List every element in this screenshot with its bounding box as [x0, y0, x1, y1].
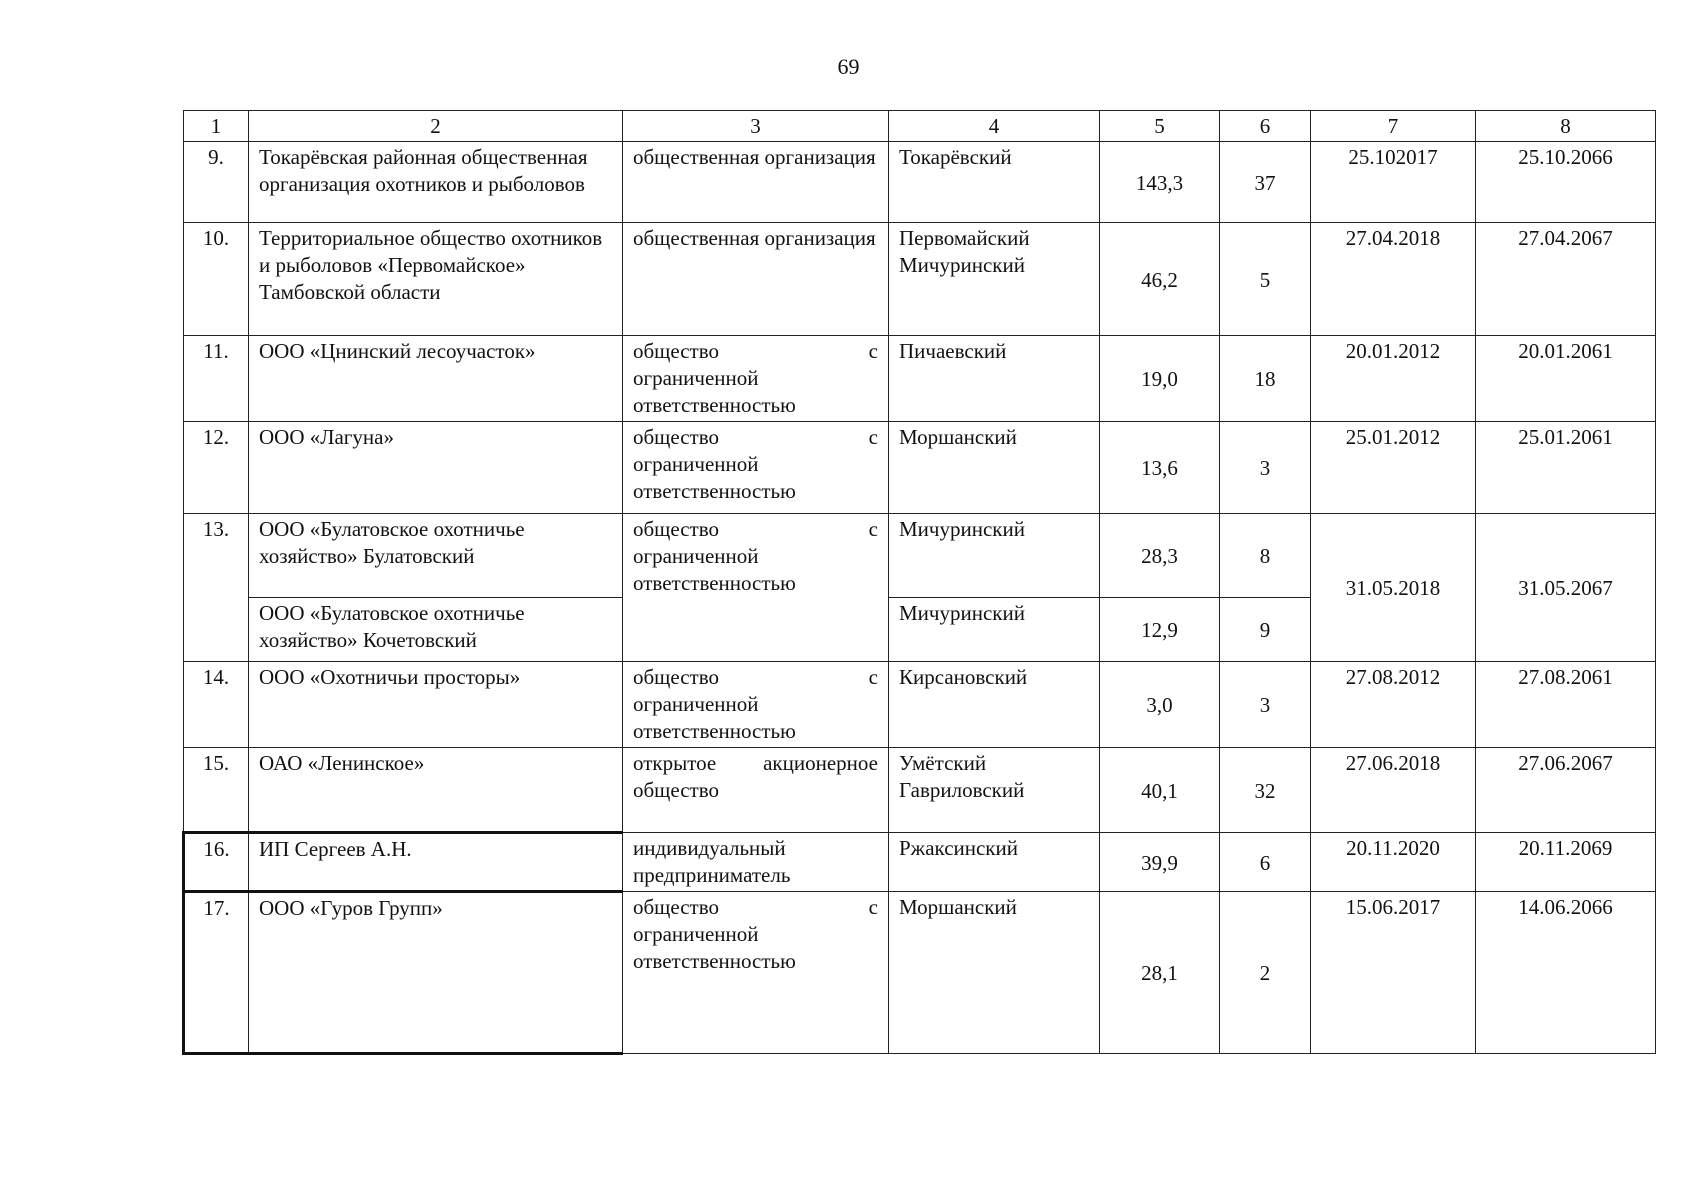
- end-date: 27.08.2061: [1476, 662, 1656, 748]
- header-cell-7: 7: [1311, 111, 1476, 142]
- area-value: 19,0: [1100, 336, 1220, 422]
- form-preposition: с: [868, 425, 878, 449]
- count-value: 5: [1220, 223, 1311, 336]
- org-form: общественная организация: [623, 142, 889, 223]
- start-date: 25.01.2012: [1311, 422, 1476, 514]
- district: Кирсановский: [889, 662, 1100, 748]
- table-row: [184, 336, 1656, 422]
- registry-table: [182, 110, 1656, 1055]
- org-form: [623, 336, 889, 422]
- count-value: 3: [1220, 662, 1311, 748]
- org-name: ООО «Цнинский лесоучасток»: [249, 336, 623, 422]
- row-number: 14.: [184, 662, 249, 748]
- row-number: 17.: [184, 892, 249, 1054]
- end-date: 31.05.2067: [1476, 514, 1656, 662]
- row-number: 16.: [184, 833, 249, 892]
- area-value: 28,3: [1100, 514, 1220, 598]
- district: Мичуринский: [889, 514, 1100, 598]
- org-form: открытое акционерное общество: [623, 748, 889, 833]
- org-form: индивидуальный предприниматель: [623, 833, 889, 892]
- start-date: 31.05.2018: [1311, 514, 1476, 662]
- count-value: 18: [1220, 336, 1311, 422]
- district: Мичуринский: [889, 598, 1100, 662]
- header-row: [184, 111, 1656, 142]
- form-preposition: с: [868, 517, 878, 541]
- table-row: [184, 514, 1656, 598]
- area-value: 13,6: [1100, 422, 1220, 514]
- end-date: 25.10.2066: [1476, 142, 1656, 223]
- row-number: 9.: [184, 142, 249, 223]
- org-name: ООО «Лагуна»: [249, 422, 623, 514]
- org-name: ООО «Гуров Групп»: [249, 892, 623, 1054]
- count-value: 32: [1220, 748, 1311, 833]
- table-row: [184, 892, 1656, 1054]
- start-date: 25.102017: [1311, 142, 1476, 223]
- table-row: [184, 833, 1656, 892]
- form-rest: ограниченной ответственностью: [633, 452, 796, 503]
- start-date: 20.11.2020: [1311, 833, 1476, 892]
- form-word: общество: [633, 895, 719, 919]
- org-form: [623, 892, 889, 1054]
- form-preposition: с: [868, 339, 878, 363]
- count-value: 3: [1220, 422, 1311, 514]
- count-value: 37: [1220, 142, 1311, 223]
- form-preposition: с: [868, 895, 878, 919]
- form-rest: ограниченной ответственностью: [633, 922, 796, 973]
- end-date: 20.01.2061: [1476, 336, 1656, 422]
- org-name: ООО «Булатовское охотничье хозяйство» Булатовский: [249, 514, 623, 598]
- district: Первомайский Мичуринский: [889, 223, 1100, 336]
- org-name: Токарёвская районная общественная организация охотников и рыболовов: [249, 142, 623, 223]
- count-value: 2: [1220, 892, 1311, 1054]
- table-row: [184, 142, 1656, 223]
- table-row: [184, 223, 1656, 336]
- area-value: 40,1: [1100, 748, 1220, 833]
- district: Ржаксинский: [889, 833, 1100, 892]
- area-value: 28,1: [1100, 892, 1220, 1054]
- end-date: 25.01.2061: [1476, 422, 1656, 514]
- form-rest: ограниченной ответственностью: [633, 366, 796, 417]
- row-number: 11.: [184, 336, 249, 422]
- org-name: Территориальное общество охотников и рыболовов «Первомайское» Тамбовской области: [249, 223, 623, 336]
- area-value: 3,0: [1100, 662, 1220, 748]
- district: Моршанский: [889, 892, 1100, 1054]
- area-value: 143,3: [1100, 142, 1220, 223]
- district: Пичаевский: [889, 336, 1100, 422]
- district: Моршанский: [889, 422, 1100, 514]
- page-number: 69: [837, 54, 860, 79]
- start-date: 20.01.2012: [1311, 336, 1476, 422]
- header-cell-2: 2: [249, 111, 623, 142]
- org-form: [623, 514, 889, 662]
- table-row: [184, 748, 1656, 833]
- district: Токарёвский: [889, 142, 1100, 223]
- header-cell-1: 1: [184, 111, 249, 142]
- org-name: ООО «Охотничьи просторы»: [249, 662, 623, 748]
- header-cell-5: 5: [1100, 111, 1220, 142]
- org-form: [623, 662, 889, 748]
- org-name: ООО «Булатовское охотничье хозяйство» Кочетовский: [249, 598, 623, 662]
- form-word: общество: [633, 517, 719, 541]
- org-name: ИП Сергеев А.Н.: [249, 833, 623, 892]
- count-value: 8: [1220, 514, 1311, 598]
- form-rest: ограниченной ответственностью: [633, 544, 796, 595]
- table-row: [184, 662, 1656, 748]
- row-number: 13.: [184, 514, 249, 662]
- area-value: 39,9: [1100, 833, 1220, 892]
- district: Умётский Гавриловский: [889, 748, 1100, 833]
- end-date: 27.06.2067: [1476, 748, 1656, 833]
- header-cell-3: 3: [623, 111, 889, 142]
- start-date: 15.06.2017: [1311, 892, 1476, 1054]
- header-cell-6: 6: [1220, 111, 1311, 142]
- form-word: общество: [633, 425, 719, 449]
- area-value: 46,2: [1100, 223, 1220, 336]
- row-number: 10.: [184, 223, 249, 336]
- org-form: [623, 422, 889, 514]
- row-number: 12.: [184, 422, 249, 514]
- form-preposition: с: [868, 665, 878, 689]
- form-rest: ограниченной ответственностью: [633, 692, 796, 743]
- start-date: 27.04.2018: [1311, 223, 1476, 336]
- count-value: 9: [1220, 598, 1311, 662]
- end-date: 20.11.2069: [1476, 833, 1656, 892]
- end-date: 14.06.2066: [1476, 892, 1656, 1054]
- end-date: 27.04.2067: [1476, 223, 1656, 336]
- org-name: ОАО «Ленинское»: [249, 748, 623, 833]
- count-value: 6: [1220, 833, 1311, 892]
- table-row: [184, 422, 1656, 514]
- start-date: 27.06.2018: [1311, 748, 1476, 833]
- row-number: 15.: [184, 748, 249, 833]
- start-date: 27.08.2012: [1311, 662, 1476, 748]
- org-form: общественная организация: [623, 223, 889, 336]
- header-cell-4: 4: [889, 111, 1100, 142]
- form-word: общество: [633, 339, 719, 363]
- form-word: общество: [633, 665, 719, 689]
- header-cell-8: 8: [1476, 111, 1656, 142]
- area-value: 12,9: [1100, 598, 1220, 662]
